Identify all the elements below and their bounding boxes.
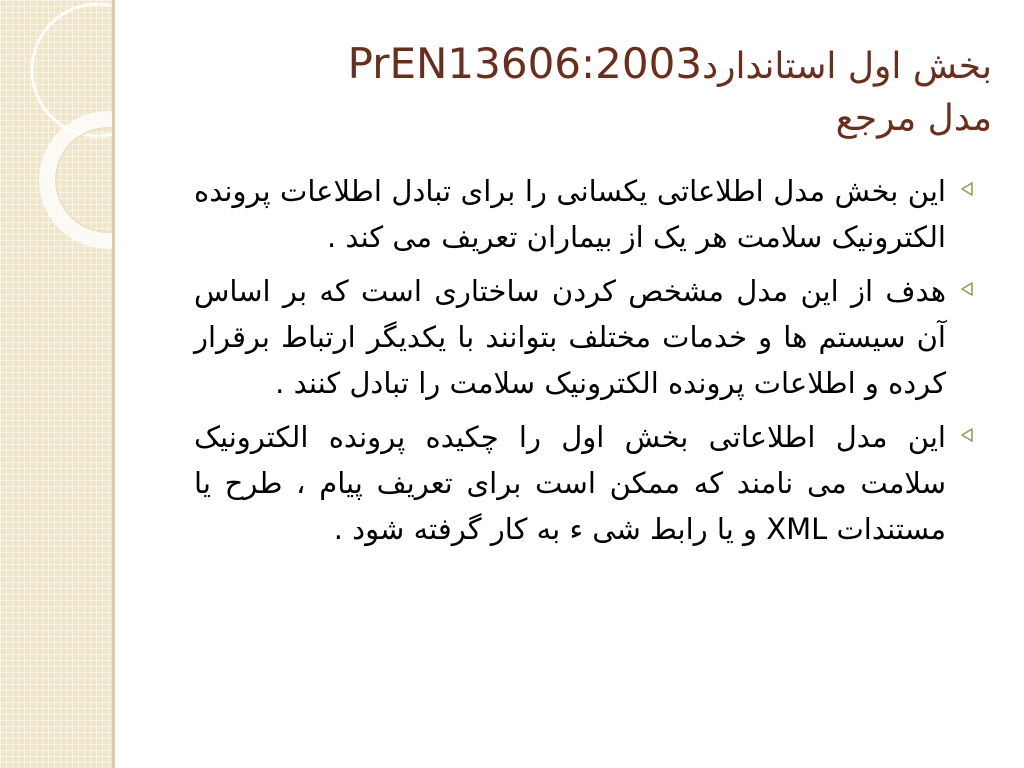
strip-edge-line [112,0,115,768]
side-decoration-strip [0,0,112,768]
title-standard-code: PrEN13606:2003 [347,39,703,88]
bullet-text: این بخش مدل اطلاعاتی یکسانی را برای تبادل اطلاعات پرونده الکترونیک سلامت هر یک از بیماران تعریف می کند . [194,174,946,254]
bullet-item [194,168,976,260]
arrow-bullet-icon [960,428,974,442]
bullet-text: هدف از این مدل مشخص کردن ساختاری است که بر اساس آن سیستم ها و خدمات مختلف بتوانند با یکدیگر ارتباط برقرار کرده و اطلاعات پرونده الکترونیک سلامت را تبادل کنند . [194,274,946,400]
bullet-text: این مدل اطلاعاتی بخش اول را چکیده پرونده الکترونیک سلامت می نامند که ممکن است برای تعریف پیام ، طرح یا مستندات XML و یا رابط شی ء به کار گرفته شود . [194,420,946,546]
title-line-1 [232,38,992,93]
bullet-list [186,168,976,560]
slide-title [232,38,992,145]
bullet-item [194,414,976,552]
decorative-rings [0,0,112,300]
arrow-bullet-icon [960,182,974,196]
title-prefix: بخش اول استاندارد [702,46,992,87]
bullet-item [194,268,976,406]
arrow-bullet-icon [960,282,974,296]
title-line-2: مدل مرجع [835,98,992,139]
